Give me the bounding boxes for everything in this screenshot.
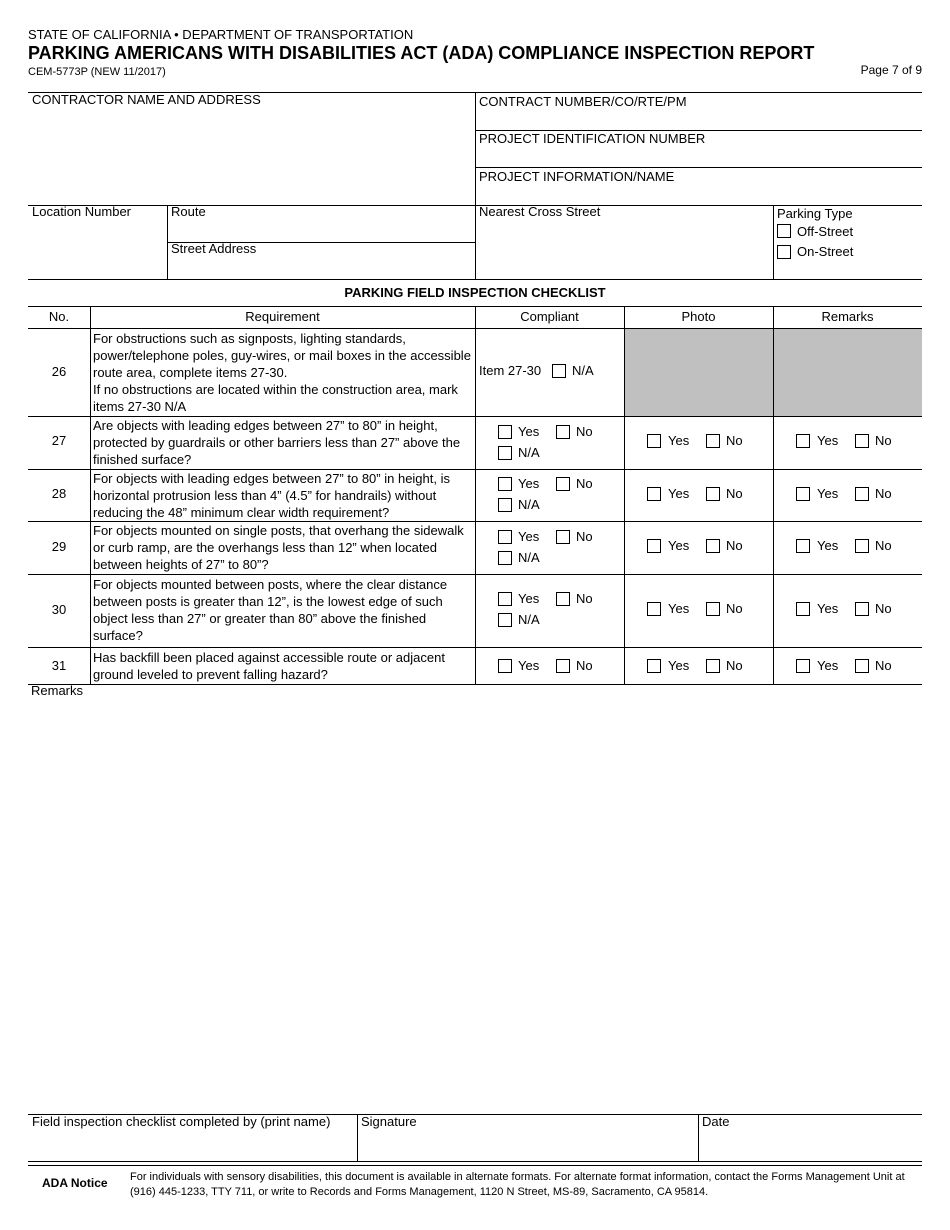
yes-label: Yes [668, 658, 690, 673]
street-address-label: Street Address [171, 241, 257, 256]
completed-by-label: Field inspection checklist completed by (print name) [32, 1114, 331, 1129]
requirement-text: For objects with leading edges between 27” to 80” in height, is horizontal protrusion less than 4” (4.5” for handrails) without reducing the 48” minimum clear width requirement? [93, 471, 450, 520]
na-label: N/A [518, 497, 540, 512]
requirement-text: For obstructions such as signposts, lighting standards, power/telephone poles, guy-wires, or mail boxes in the accessible route area, complete items 27-30. If no obstructions are located within the construction area, mark items 27-30 N/A [93, 331, 471, 414]
row-number: 29 [51, 539, 67, 554]
rule [28, 1165, 922, 1166]
agency-line: STATE OF CALIFORNIA • DEPARTMENT OF TRANSPORTATION [28, 27, 414, 42]
signature-label: Signature [361, 1114, 417, 1129]
yes-label: Yes [668, 538, 690, 553]
remarks-field[interactable] [28, 700, 922, 1110]
requirement-text: For objects mounted on single posts, that overhang the sidewalk or curb ramp, are the overhangs less than 12” when located between heights of 27” to 80”? [93, 523, 464, 572]
photo-no-checkbox[interactable] [706, 602, 720, 616]
photo-no-checkbox[interactable] [706, 659, 720, 673]
on-street-checkbox[interactable] [777, 245, 791, 259]
project-info-field[interactable] [477, 186, 917, 204]
compliant-yes-checkbox[interactable] [498, 530, 512, 544]
compliant-na-checkbox[interactable] [498, 446, 512, 460]
location-number-field[interactable] [30, 222, 164, 277]
compliant-no-checkbox[interactable] [556, 530, 570, 544]
yes-label: Yes [518, 591, 540, 606]
na-checkbox[interactable] [552, 364, 566, 378]
off-street-label: Off-Street [797, 224, 854, 239]
rule [698, 1114, 699, 1161]
remarks-yes-checkbox[interactable] [796, 602, 810, 616]
signature-field[interactable] [359, 1131, 695, 1159]
photo-yes-checkbox[interactable] [647, 434, 661, 448]
rule [357, 1114, 358, 1161]
yes-label: Yes [518, 658, 540, 673]
no-label: No [875, 658, 892, 673]
cross-street-label: Nearest Cross Street [479, 204, 601, 219]
route-field[interactable] [169, 222, 473, 241]
row-number: 26 [51, 364, 67, 379]
yes-label: Yes [668, 601, 690, 616]
form-title: PARKING AMERICANS WITH DISABILITIES ACT (ADA) COMPLIANCE INSPECTION REPORT [28, 43, 815, 63]
compliant-yes-checkbox[interactable] [498, 659, 512, 673]
compliant-yes-checkbox[interactable] [498, 477, 512, 491]
compliant-yes-checkbox[interactable] [498, 592, 512, 606]
header-no: No. [48, 309, 70, 324]
na-label: N/A [518, 550, 540, 565]
project-id-label: PROJECT IDENTIFICATION NUMBER [479, 131, 706, 146]
yes-label: Yes [668, 486, 690, 501]
no-label: No [726, 433, 743, 448]
header-remarks: Remarks [821, 309, 874, 324]
no-label: No [576, 424, 593, 439]
rule [28, 1161, 922, 1162]
compliant-no-checkbox[interactable] [556, 592, 570, 606]
rule [773, 205, 774, 279]
no-label: No [726, 486, 743, 501]
location-number-label: Location Number [32, 204, 131, 219]
remarks-yes-checkbox[interactable] [796, 434, 810, 448]
contractor-label: CONTRACTOR NAME AND ADDRESS [32, 92, 261, 107]
remarks-yes-checkbox[interactable] [796, 659, 810, 673]
contract-number-field[interactable] [477, 110, 917, 129]
compliant-na-checkbox[interactable] [498, 613, 512, 627]
row-number: 28 [51, 486, 67, 501]
parking-type-label: Parking Type [777, 206, 853, 221]
route-label: Route [171, 204, 206, 219]
street-address-field[interactable] [169, 258, 473, 277]
rule [773, 329, 774, 416]
photo-yes-checkbox[interactable] [647, 487, 661, 501]
remarks-yes-checkbox[interactable] [796, 487, 810, 501]
compliant-no-checkbox[interactable] [556, 659, 570, 673]
remarks-label: Remarks [31, 683, 84, 698]
no-label: No [576, 529, 593, 544]
form-number: CEM-5773P (NEW 11/2017) [28, 66, 166, 78]
rule [475, 306, 476, 684]
checklist-title: PARKING FIELD INSPECTION CHECKLIST [344, 285, 606, 300]
requirement-text: For objects mounted between posts, where the clear distance between posts is greater than 12”, is the lowest edge of such object less than 27” or greater than 80” above the finished surface? [93, 577, 448, 643]
remarks-no-checkbox[interactable] [855, 434, 869, 448]
row-number: 31 [51, 658, 67, 673]
no-label: No [576, 591, 593, 606]
no-label: No [875, 538, 892, 553]
rule [28, 279, 922, 280]
compliant-no-checkbox[interactable] [556, 425, 570, 439]
project-id-field[interactable] [477, 148, 917, 166]
project-info-label: PROJECT INFORMATION/NAME [479, 169, 675, 184]
header-compliant: Compliant [520, 309, 579, 324]
requirement-text: Has backfill been placed against accessible route or adjacent ground leveled to prevent falling hazard? [93, 650, 445, 682]
rule [90, 306, 91, 684]
ada-notice-text: For individuals with sensory disabilities, this document is available in alternate formats. For alternate format information, contact the Forms Management Unit at (916) 445-1233, TTY 711, or write to Records and Forms Management, 1120 N Street, MS-89, Sacramento, CA 95814. [130, 1171, 905, 1198]
header-photo: Photo [681, 309, 716, 324]
cross-street-field[interactable] [477, 222, 771, 277]
yes-label: Yes [817, 538, 839, 553]
compliant-no-checkbox[interactable] [556, 477, 570, 491]
rule [475, 92, 476, 279]
remarks-no-checkbox[interactable] [855, 602, 869, 616]
contract-number-label: CONTRACT NUMBER/CO/RTE/PM [479, 94, 687, 109]
photo-yes-checkbox[interactable] [647, 539, 661, 553]
compliant-na-checkbox[interactable] [498, 498, 512, 512]
no-label: No [726, 601, 743, 616]
row-number: 27 [51, 433, 67, 448]
photo-no-checkbox[interactable] [706, 434, 720, 448]
off-street-checkbox[interactable] [777, 224, 791, 238]
compliant-na-checkbox[interactable] [498, 551, 512, 565]
yes-label: Yes [518, 424, 540, 439]
page-number: Page 7 of 9 [860, 63, 922, 77]
row-number: 30 [51, 602, 67, 617]
no-label: No [726, 538, 743, 553]
yes-label: Yes [518, 529, 540, 544]
remarks-no-checkbox[interactable] [855, 487, 869, 501]
photo-no-checkbox[interactable] [706, 487, 720, 501]
yes-label: Yes [668, 433, 690, 448]
photo-yes-checkbox[interactable] [647, 602, 661, 616]
no-label: No [875, 433, 892, 448]
yes-label: Yes [817, 601, 839, 616]
na-label: N/A [572, 363, 594, 378]
contractor-field[interactable] [30, 110, 470, 202]
no-label: No [576, 476, 593, 491]
item-range-label: Item 27-30 [479, 363, 542, 378]
remarks-no-checkbox[interactable] [855, 539, 869, 553]
completed-by-field[interactable] [30, 1131, 354, 1159]
no-label: No [875, 601, 892, 616]
on-street-label: On-Street [797, 244, 854, 259]
yes-label: Yes [518, 476, 540, 491]
na-label: N/A [518, 612, 540, 627]
date-label: Date [702, 1114, 730, 1129]
requirement-text: Are objects with leading edges between 27” to 80” in height, protected by guardrails or other barriers less than 27” above the finished surface? [93, 418, 461, 467]
yes-label: Yes [817, 658, 839, 673]
no-label: No [875, 486, 892, 501]
header-requirement: Requirement [245, 309, 320, 324]
rule [475, 167, 922, 168]
compliant-yes-checkbox[interactable] [498, 425, 512, 439]
yes-label: Yes [817, 433, 839, 448]
date-field[interactable] [700, 1131, 920, 1159]
photo-yes-checkbox[interactable] [647, 659, 661, 673]
no-label: No [726, 658, 743, 673]
photo-no-checkbox[interactable] [706, 539, 720, 553]
remarks-no-checkbox[interactable] [855, 659, 869, 673]
rule [28, 684, 922, 685]
remarks-yes-checkbox[interactable] [796, 539, 810, 553]
ada-notice-label: ADA Notice [42, 1176, 108, 1190]
na-label: N/A [518, 445, 540, 460]
yes-label: Yes [817, 486, 839, 501]
no-label: No [576, 658, 593, 673]
